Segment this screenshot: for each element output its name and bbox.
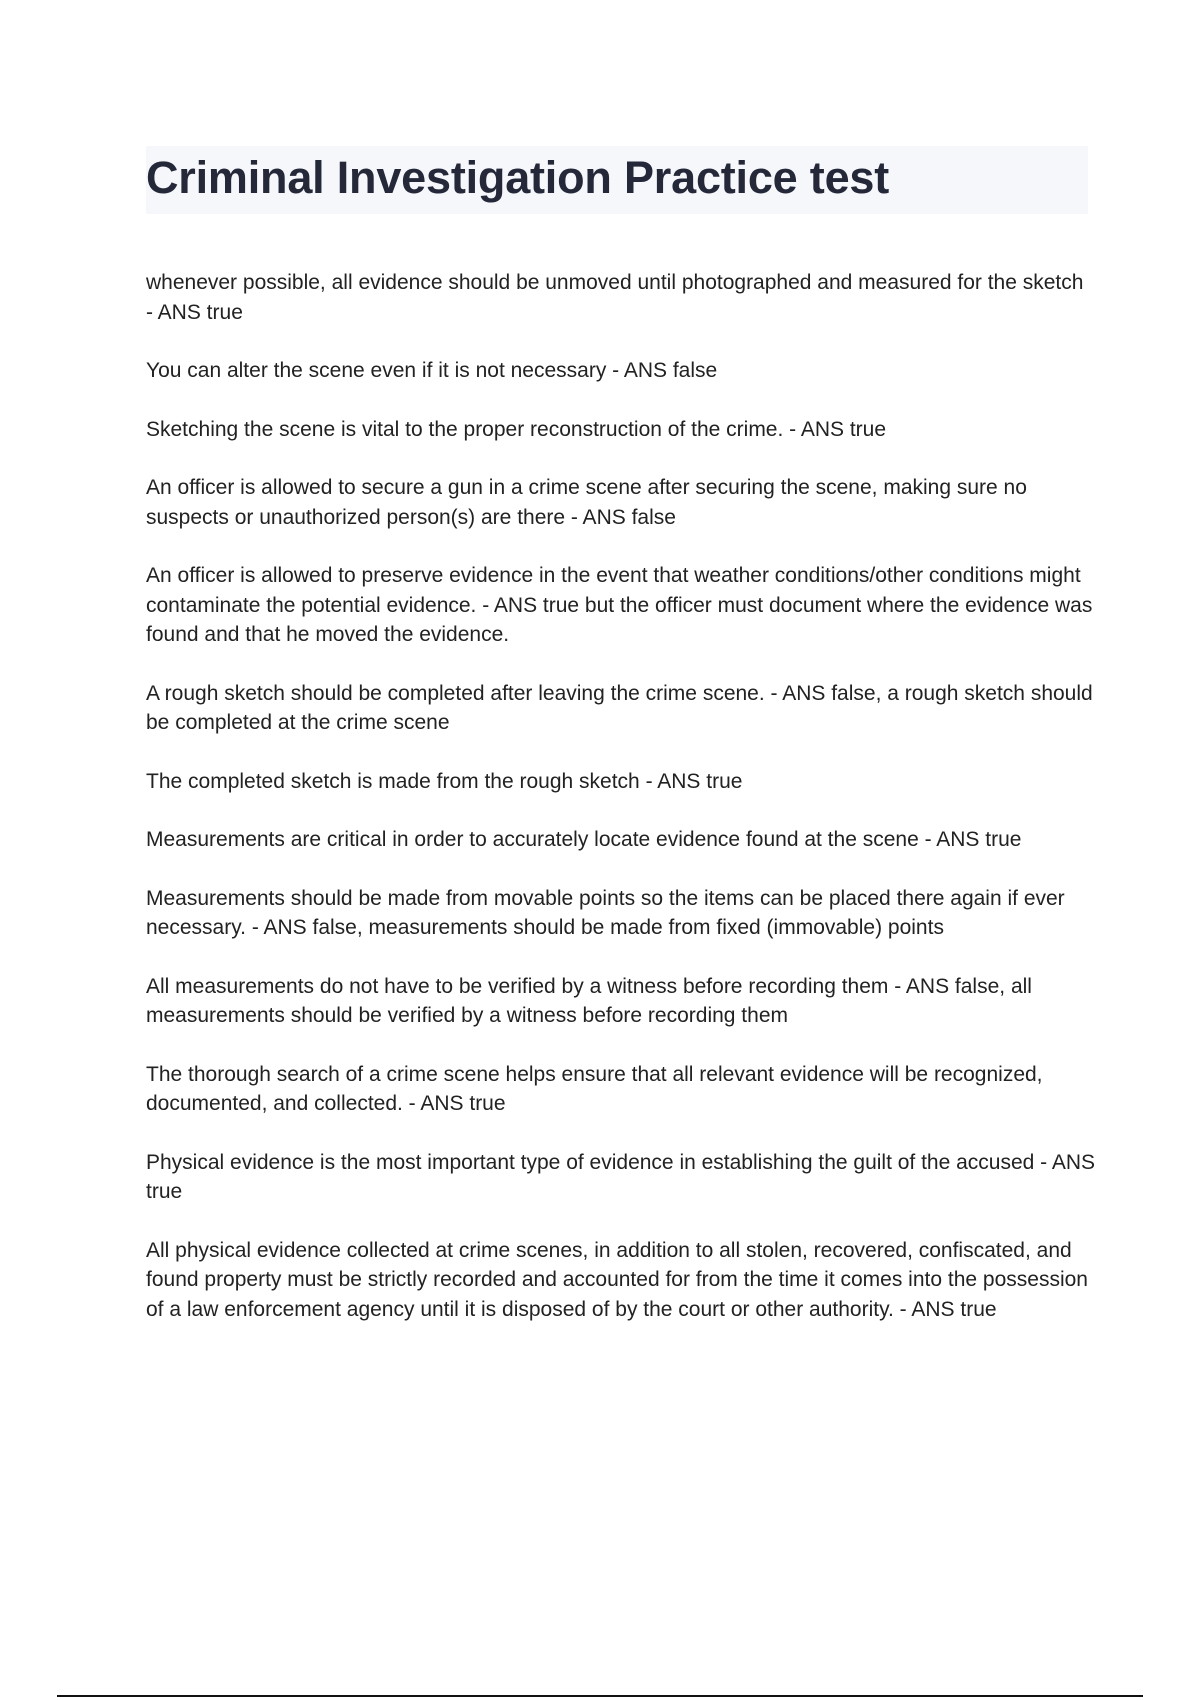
qa-item: Measurements should be made from movable points so the items can be placed there again if ever necessary. - ANS false, measurements should be made from fixed (immovable) points — [146, 886, 1065, 939]
qa-item: All physical evidence collected at crime scenes, in addition to all stolen, recovered, confiscated, and found property must be strictly recorded and accounted for from the time it comes into the possession of a law enforcement agency until it is disposed of by the court or other authority. - ANS true — [146, 1238, 1088, 1321]
qa-item: Physical evidence is the most important type of evidence in establishing the guilt of the accused - ANS true — [146, 1150, 1096, 1203]
page-title: Criminal Investigation Practice test — [146, 152, 890, 203]
qa-list — [146, 268, 1096, 1353]
qa-item: Sketching the scene is vital to the proper reconstruction of the crime. - ANS true — [146, 417, 887, 441]
qa-item: whenever possible, all evidence should be unmoved until photographed and measured for the sketch - ANS true — [146, 271, 1084, 324]
page-bottom-divider — [57, 1695, 1143, 1697]
title-band — [146, 146, 1088, 214]
qa-item: A rough sketch should be completed after leaving the crime scene. - ANS false, a rough sketch should be completed at the crime scene — [146, 681, 1093, 734]
qa-item: Measurements are critical in order to accurately locate evidence found at the scene - ANS true — [146, 828, 1022, 851]
qa-item: An officer is allowed to secure a gun in a crime scene after securing the scene, making sure no suspects or unauthorized person(s) are there - ANS false — [146, 476, 1027, 529]
qa-item: The completed sketch is made from the rough sketch - ANS true — [146, 769, 743, 793]
qa-item: The thorough search of a crime scene helps ensure that all relevant evidence will be recognized, documented, and collected. - ANS true — [146, 1062, 1043, 1115]
qa-item: All measurements do not have to be verified by a witness before recording them - ANS false, all measurements should be verified by a witness before recording them — [146, 974, 1032, 1027]
qa-item: You can alter the scene even if it is not necessary - ANS false — [146, 359, 718, 382]
qa-item: An officer is allowed to preserve evidence in the event that weather conditions/other conditions might contaminate the potential evidence. - ANS true but the officer must document where the evidence was found and that he moved the evidence. — [146, 564, 1093, 646]
